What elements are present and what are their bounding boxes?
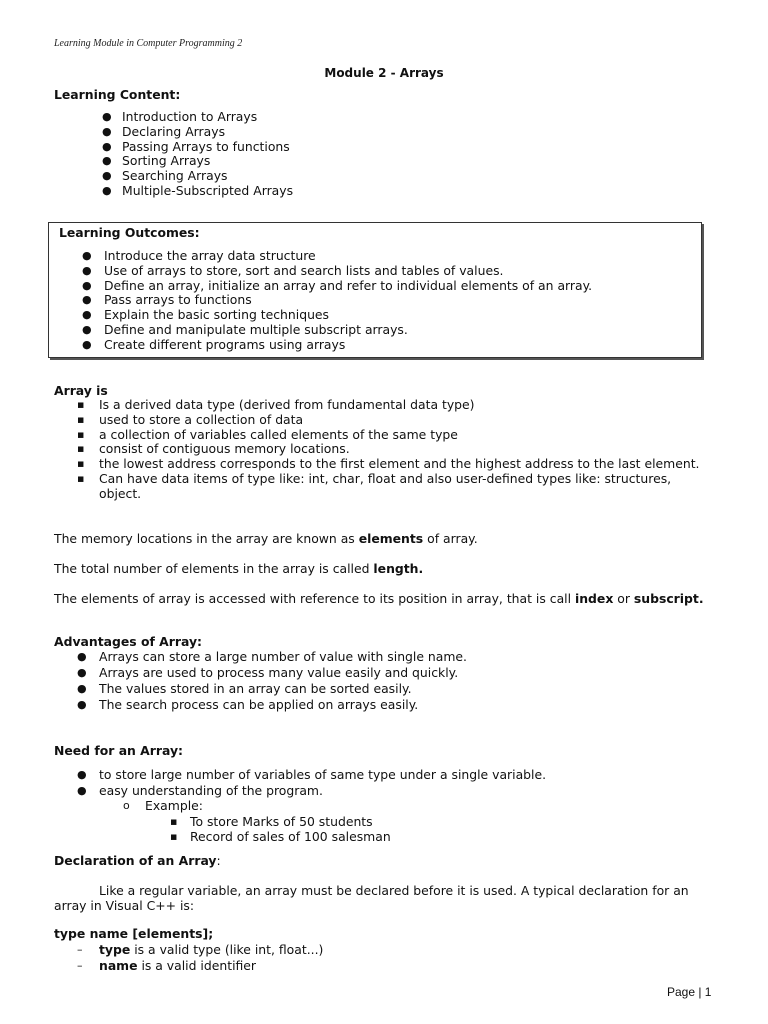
advantages-heading: Advantages of Array:: [54, 634, 203, 649]
bullet-icon: ●: [82, 293, 92, 307]
list-item: ● Define and manipulate multiple subscript arrays.: [82, 321, 408, 337]
paragraph-index: The elements of array is accessed with reference to its position in array, that is call index or subscript.: [54, 591, 704, 606]
list-item: ▪ To store Marks of 50 students: [170, 814, 373, 829]
list-item: ▪ a collection of variables called elements of the same type: [77, 426, 458, 442]
bullet-icon: ●: [102, 139, 112, 153]
bullet-icon: ●: [82, 249, 92, 262]
bullet-icon: ●: [102, 124, 112, 138]
bullet-icon: ▪: [77, 427, 85, 441]
bullet-icon: ▪: [77, 398, 85, 411]
bullet-icon: o: [123, 799, 130, 812]
list-item: ● Use of arrays to store, sort and search lists and tables of values.: [82, 262, 504, 278]
bullet-icon: ●: [77, 682, 87, 695]
bullet-icon: ●: [77, 698, 87, 711]
learning-content-list: [102, 109, 294, 199]
array-is-list: [77, 397, 711, 502]
list-item: ● The search process can be applied on arrays easily.: [77, 697, 419, 712]
bullet-icon: ▪: [77, 471, 85, 485]
example-item: o Example:: [123, 798, 203, 813]
declaration-item-name: – name is a valid identifier: [77, 958, 257, 973]
learning-outcomes-box: [48, 222, 702, 358]
bullet-icon: ●: [77, 650, 87, 663]
page-number: Page | 1: [667, 985, 712, 999]
list-item: ● Searching Arrays: [102, 168, 228, 184]
bullet-icon: ●: [77, 666, 87, 679]
list-item: ● Define an array, initialize an array and refer to individual elements of an array.: [82, 277, 593, 293]
bullet-icon: ●: [82, 308, 92, 322]
list-item: ● Declaring Arrays: [102, 123, 226, 139]
list-item: ▪ consist of contiguous memory locations.: [77, 441, 350, 457]
bullet-icon: ▪: [77, 457, 85, 471]
array-is-heading: Array is: [54, 383, 108, 398]
example-list: [170, 814, 391, 844]
paragraph-length: The total number of elements in the array is called length.: [54, 561, 424, 576]
bullet-icon: ●: [82, 278, 92, 292]
list-item: ● Multiple-Subscripted Arrays: [102, 182, 294, 198]
bullet-icon: ●: [77, 784, 87, 797]
list-item: ▪ used to store a collection of data: [77, 411, 304, 427]
list-item: ● Arrays are used to process many value easily and quickly.: [77, 665, 459, 680]
bullet-icon: ●: [82, 337, 92, 351]
bullet-icon: ▪: [170, 815, 178, 828]
bullet-icon: ▪: [77, 412, 85, 426]
bullet-icon: ●: [102, 110, 112, 123]
list-item: ● Sorting Arrays: [102, 153, 211, 169]
list-item: ● Introduce the array data structure: [82, 248, 316, 263]
list-item: ▪ Is a derived data type (derived from fundamental data type): [77, 397, 475, 412]
bullet-icon: ●: [82, 322, 92, 336]
paragraph-elements: The memory locations in the array are known as elements of array.: [54, 531, 478, 546]
list-item: ▪ the lowest address corresponds to the first element and the highest address to the last element.: [77, 456, 700, 472]
running-header: Learning Module in Computer Programming 2: [54, 38, 243, 49]
declaration-heading: Declaration of an Array:: [54, 853, 221, 868]
need-list: [77, 767, 547, 799]
need-heading: Need for an Array:: [54, 743, 184, 758]
list-item: ▪ Record of sales of 100 salesman: [170, 829, 391, 844]
bullet-icon: ●: [102, 154, 112, 168]
bullet-icon: ●: [77, 768, 87, 781]
learning-outcomes-heading: Learning Outcomes:: [59, 225, 200, 240]
bullet-icon: ●: [102, 169, 112, 183]
bullet-icon: ▪: [77, 442, 85, 456]
learning-outcomes-list: [82, 248, 593, 353]
declaration-syntax: type name [elements];: [54, 926, 214, 941]
bullet-icon: ●: [82, 263, 92, 277]
module-title: Module 2 - Arrays: [324, 66, 444, 80]
list-item: ● Arrays can store a large number of value with single name.: [77, 649, 467, 664]
list-item: ● The values stored in an array can be sorted easily.: [77, 681, 412, 696]
advantages-list: [77, 649, 467, 713]
bullet-icon: ●: [102, 183, 112, 197]
list-item: ● Explain the basic sorting techniques: [82, 307, 330, 323]
list-item: ● to store large number of variables of same type under a single variable.: [77, 767, 547, 782]
list-item: ● Passing Arrays to functions: [102, 138, 290, 154]
list-item: ● easy understanding of the program.: [77, 783, 323, 798]
list-item: ▪ Can have data items of type like: int, char, float and also user-defined types like: structures, object.: [77, 470, 672, 501]
bullet-icon: ▪: [170, 830, 178, 843]
dash-icon: –: [77, 943, 83, 956]
declaration-item-type: – type is a valid type (like int, float...): [77, 942, 324, 957]
list-item: ● Pass arrays to functions: [82, 292, 252, 308]
dash-icon: –: [77, 959, 83, 972]
list-item: ● Introduction to Arrays: [102, 109, 258, 124]
declaration-paragraph: Like a regular variable, an array must be declared before it is used. A typical declaration for an array in Visual C++ is:: [54, 883, 689, 913]
learning-content-heading: Learning Content:: [54, 87, 181, 102]
list-item: ● Create different programs using arrays: [82, 336, 346, 352]
